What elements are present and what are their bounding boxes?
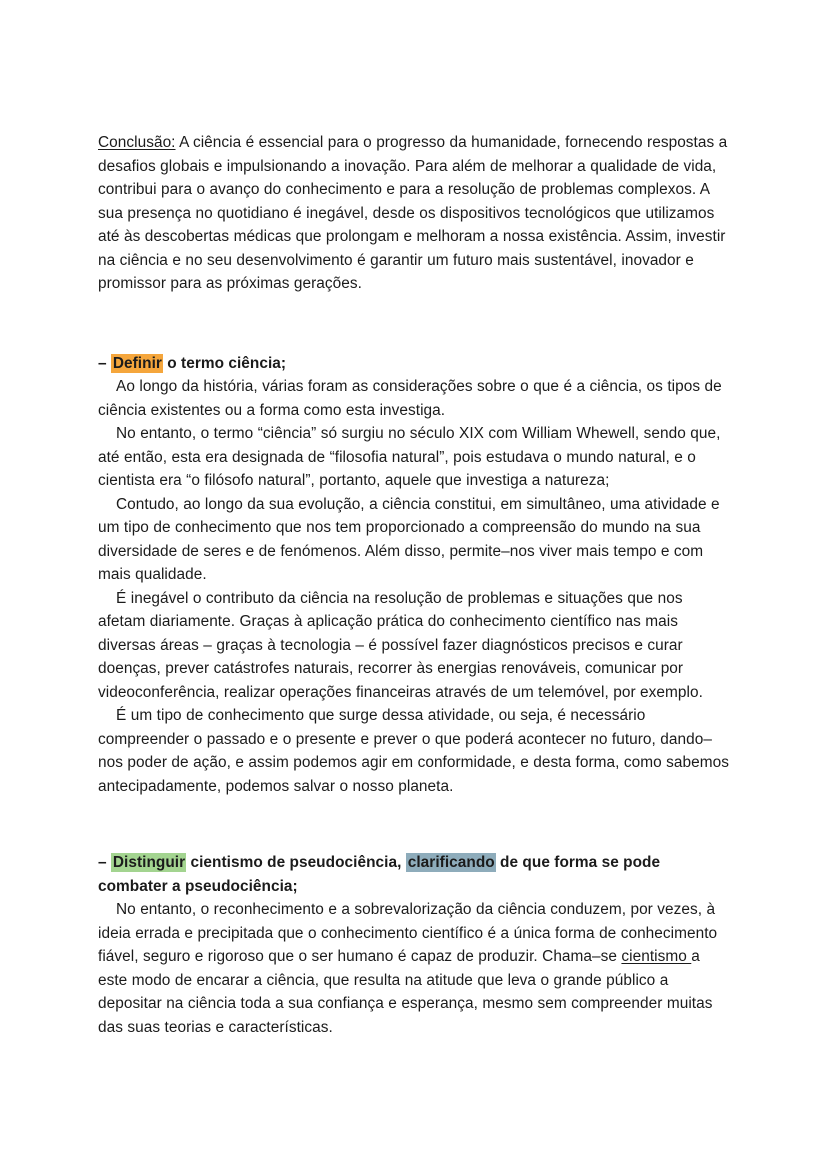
- term-cientismo: cientismo: [621, 948, 692, 965]
- spacer-before-heading-2: [98, 798, 730, 851]
- heading-distinguir: [98, 851, 730, 898]
- highlight-definir: Definir: [112, 354, 162, 372]
- paragraph-s1-4: É um tipo de conhecimento que surge dessa atividade, ou seja, é necessário compreender o passado e o presente e prever o que poderá acontecer no futuro, dando–nos poder de ação, e assim podemos agir em conformidade, e desta forma, como sabemos antecipadamente, podemos salvar o nosso planeta.: [98, 707, 734, 795]
- paragraph-s2-part-1: No entanto, o reconhecimento e a sobrevalorização da ciência conduzem, por vezes, à ideia errada e precipitada que o conhecimento científico é a única forma de conhecimento fiável, seguro e rigoroso que o ser humano é capaz de produzir. Chama–se: [98, 901, 722, 965]
- paragraph-s2-part-2: a este modo de encarar a ciência, que resulta na atitude que leva o grande público a depositar na ciência toda a sua confiança e esperança, mesmo sem compreender muitas das suas teorias e características.: [98, 948, 717, 1036]
- heading-definir: [98, 352, 730, 376]
- heading-2-rest: de que forma se pode combater a pseudociência;: [98, 854, 661, 895]
- highlight-clarificando: clarificando: [407, 854, 495, 871]
- heading-2-middle: cientismo de pseudociência,: [186, 854, 406, 871]
- paragraph-s1-1: No entanto, o termo “ciência” só surgiu no século XIX com William Whewell, sendo que, até então, esta era designada de “filosofia natural”, pois estudava o mundo natural, e o cientista era “o filósofo natural”, portanto, aquele que investiga a natureza;: [98, 425, 725, 489]
- paragraph-s1-0: Ao longo da história, várias foram as considerações sobre o que é a ciência, os tipos de ciência existentes ou a forma como esta investiga.: [98, 378, 727, 419]
- highlight-distinguir: Distinguir: [112, 854, 186, 871]
- heading-2-dash: –: [98, 854, 111, 871]
- conclusao-body: A ciência é essencial para o progresso da humanidade, fornecendo respostas a desafios globais e impulsionando a inovação. Para além de melhorar a qualidade de vida, contribui para o avanço do conhecimento e para a resolução de problemas complexos. A sua presença no quotidiano é inegável, desde os dispositivos tecnológicos que utilizamos até às descobertas médicas que prolongam e melhoram a nossa existência. Assim, investir na ciência e no seu desenvolvimento é garantir um futuro mais sustentável, inovador e promissor para as próximas gerações.: [98, 134, 732, 292]
- heading-1-rest: o termo ciência;: [162, 354, 287, 372]
- paragraph-conclusao: [98, 131, 730, 296]
- paragraph-s2-0: [98, 898, 730, 1039]
- paragraph-s1-2: Contudo, ao longo da sua evolução, a ciência constitui, em simultâneo, uma atividade e um tipo de conhecimento que nos tem proporcionado a compreensão do mundo na sua diversidade de seres e de fenómenos. Além disso, permite–nos viver mais tempo e com mais qualidade.: [98, 495, 725, 583]
- document-body: [98, 131, 734, 1039]
- spacer-before-heading-1: [98, 296, 730, 352]
- paragraph-s1-3: É inegável o contributo da ciência na resolução de problemas e situações que nos afetam diariamente. Graças à aplicação prática do conhecimento científico nas mais diversas áreas – graças à tecnologia – é possível fazer diagnósticos precisos e curar doenças, prever catástrofes naturais, recorrer às energias renováveis, comunicar por videoconferência, realizar operações financeiras através de um telemóvel, por exemplo.: [98, 589, 703, 701]
- conclusao-label: Conclusão:: [98, 134, 176, 151]
- heading-1-dash: –: [98, 354, 111, 372]
